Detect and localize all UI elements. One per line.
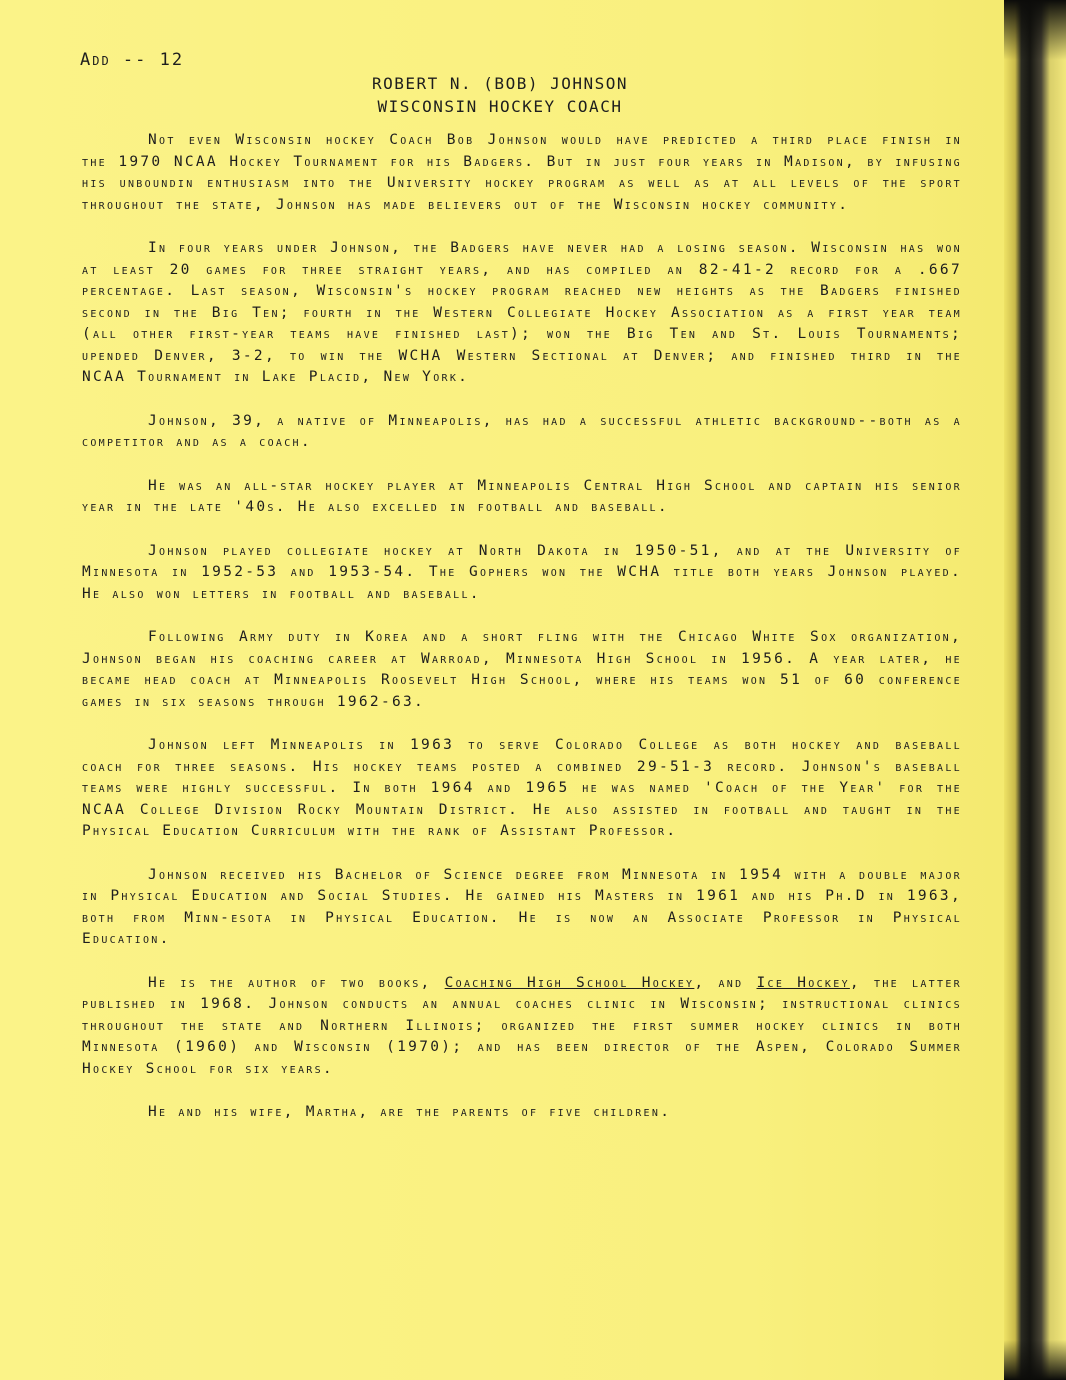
title-name: ROBERT N. (BOB) JOHNSON — [371, 74, 629, 93]
paragraph-colorado: Johnson left Minneapolis in 1963 to serve Colorado College as both hockey and baseball coach for three seasons. His hockey teams posted a combined 29-51-3 record. Johnson's baseball teams were highly successful. In both 1964 and 1965 he was named 'Coach of the Year' for the NCAA College Division Rocky Mountain District. He also assisted in football and taught in the Physical Education Curriculum with the rank of Assistant Professor. — [82, 737, 962, 839]
binding-shadow-bottom — [1004, 1340, 1066, 1380]
body-text — [82, 130, 962, 1146]
books-remainder-text: , the latter published in 1968. Johnson conducts an annual coaches clinic in Wisconsin; instructional clinics throughout the state and Northern Illinois; organized the first summer hockey clinics in both Minnesota (1960) and Wisconsin (1970); and has been director of the Aspen, Colorado Summer Hockey School for six years. — [82, 974, 962, 1077]
books-intro-text: He is the author of two books, — [148, 974, 445, 991]
paragraph-family: He and his wife, Martha, are the parents of five children. — [148, 1104, 672, 1120]
book-title-coaching: Coaching High School Hockey — [444, 974, 695, 991]
paragraph-college: Johnson played collegiate hockey at North Dakota in 1950-51, and at the University of Minnesota in 1952-53 and 1953-54. The Gophers won the WCHA title both years Johnson played. He also won letters in football and baseball. — [82, 542, 962, 602]
paragraph-books — [82, 973, 962, 1081]
paragraph-high-school: He was an all-star hockey player at Minneapolis Central High School and captain his senior year in the late '40s. He also excelled in football and baseball. — [82, 477, 962, 515]
title-role: WISCONSIN HOCKEY COACH — [377, 97, 623, 116]
binding-shadow — [1004, 0, 1066, 1380]
binding-shadow-top — [1004, 0, 1066, 60]
title-block — [0, 72, 1000, 118]
paragraph-education: Johnson received his Bachelor of Science degree from Minnesota in 1954 with a double major in Physical Education and Social Studies. He gained his Masters in 1961 and his Ph.D in 1963, both from Minn-esota in Physical Education. He is now an Associate Professor in Physical Education. — [82, 866, 962, 947]
page-identifier: Add -- 12 — [80, 50, 185, 70]
book-title-ice-hockey: Ice Hockey — [756, 974, 850, 991]
paragraph-early-coaching: Following Army duty in Korea and a short fling with the Chicago White Sox organization, Johnson began his coaching career at Warroad, Minnesota High School in 1956. A year later, he became head coach at Minneapolis Roosevelt High School, where his teams won 51 of 60 conference games in six seasons through 1962-63. — [82, 629, 962, 710]
paragraph-background: Johnson, 39, a native of Minneapolis, has had a successful athletic background--both as a competitor and as a coach. — [82, 412, 962, 450]
paragraph-intro: Not even Wisconsin hockey Coach Bob Johnson would have predicted a third place finish in the 1970 NCAA Hockey Tournament for his Badgers. But in just four years in Madison, by infusing his unboundin enthusiasm into the University hockey program as well as at all levels of the sport throughout the state, Johnson has made believers out of the Wisconsin hockey community. — [82, 132, 962, 213]
paragraph-record: In four years under Johnson, the Badgers have never had a losing season. Wisconsin has won at least 20 games for three straight years, and has compiled an 82-41-2 record for a .667 percentage. Last season, Wisconsin's hockey program reached new heights as the Badgers finished second in the Big Ten; fourth in the Western Collegiate Hockey Association as a first year team (all other first-year teams have finished last); won the Big Ten and St. Louis Tournaments; upended Denver, 3-2, to win the WCHA Western Sectional at Denver; and finished third in the NCAA Tournament in Lake Placid, New York. — [82, 240, 962, 385]
books-separator-text: , and — [694, 974, 757, 991]
